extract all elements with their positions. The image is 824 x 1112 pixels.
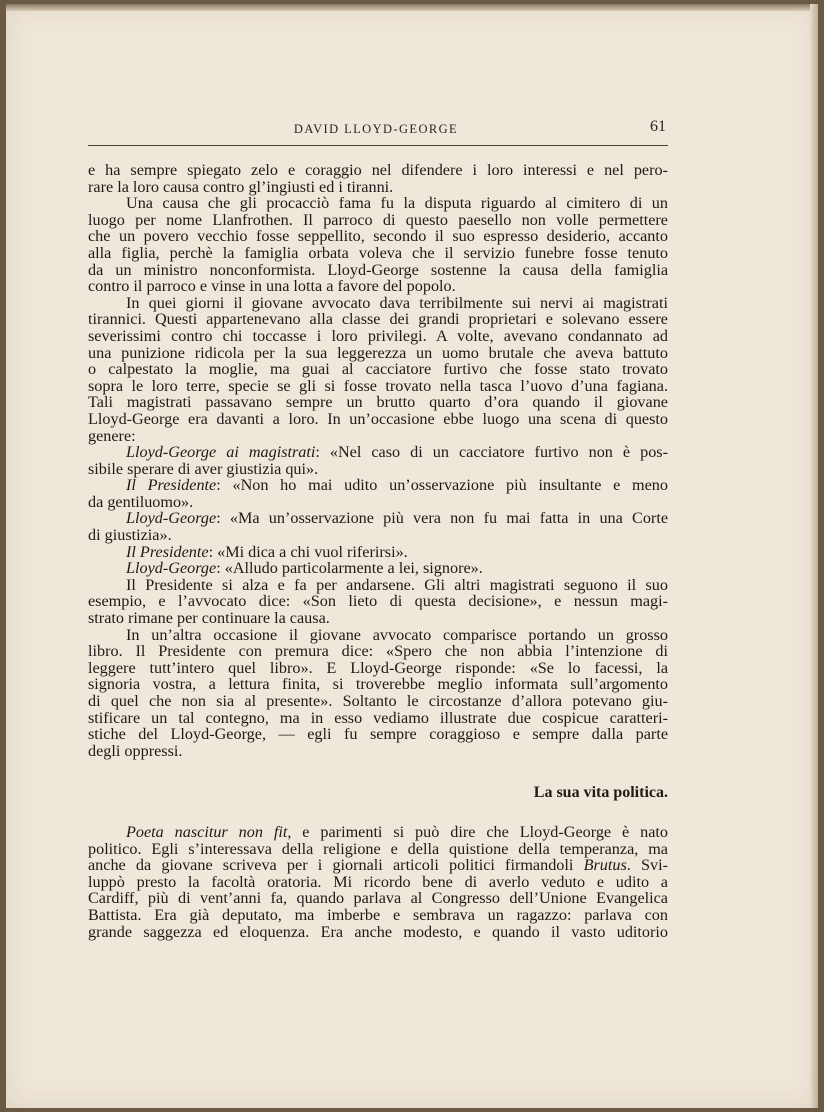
paragraph-line: da un ministro nonconformista. Lloyd-George sostenne la causa della famiglia xyxy=(88,260,668,279)
dialogue-speaker: Lloyd-George ai magistrati xyxy=(126,443,316,462)
paragraph-line: una punizione ridicola per la sua leggerezza un uomo brutale che aveva battuto xyxy=(88,343,668,362)
dialogue-line: sibile sperare di aver giustizia qui». xyxy=(88,459,319,478)
paragraph-line: tirannici. Questi appartenevano alla classe dei grandi proprietari e solevano essere xyxy=(88,310,668,329)
paragraph-line: In quei giorni il giovane avvocato dava terribilmente sui nervi ai magistrati xyxy=(126,293,668,312)
paragraph-line: stificare un tal contegno, ma in esso vediamo illustrate due cospicue caratteri- xyxy=(88,708,668,727)
paragraph-line: o calpestato la moglie, ma guai al cacciatore furtivo che fosse stato trovato xyxy=(88,360,668,379)
paragraph-line: stiche del Lloyd-George, — egli fu sempre coraggioso e sempre dalla parte xyxy=(88,725,668,744)
paragraph-line xyxy=(88,857,668,874)
paragraph-line: degli oppressi. xyxy=(88,741,183,760)
paragraph-line: Battista. Era già deputato, ma imberbe e sembrava un ragazzo: parlava con xyxy=(88,905,668,924)
body-text xyxy=(88,162,668,940)
paragraph-line: libro. Il Presidente con premura dice: «Spero che non abbia l’intenzione di xyxy=(88,642,668,661)
dialogue-text: : «Mi dica a chi vuol riferirsi». xyxy=(208,542,408,561)
dialogue-line xyxy=(88,444,668,461)
paragraph-line: Lloyd-George era davanti a loro. In un’occasione ebbe luogo una scena di questo xyxy=(88,409,668,428)
paragraph-line: che un povero vecchio fosse seppellito, secondo il suo espresso desiderio, accanto xyxy=(88,227,668,246)
latin-phrase: Poeta nascitur non fit xyxy=(126,822,288,841)
page-top-edge xyxy=(6,4,818,11)
dialogue-line xyxy=(88,544,668,561)
paragraph-line: alla figlia, perchè la famiglia orbata voleva che il servizio funebre fosse tenuto xyxy=(88,243,668,262)
dialogue-text: : «Alludo particolarmente a lei, signore». xyxy=(216,559,483,578)
dialogue-line xyxy=(88,510,668,527)
dialogue-speaker: Lloyd-George xyxy=(126,559,217,578)
paragraph-line: rare la loro causa contro gl’ingiusti ed i tiranni. xyxy=(88,177,394,196)
paragraph-text: anche da giovane scriveva per i giornali articoli politici firmandoli xyxy=(88,856,584,875)
dialogue-text: : «Non ho mai udito un’osservazione più insultante e meno xyxy=(216,476,668,495)
running-head: DAVID LLOYD-GEORGE xyxy=(293,122,459,136)
dialogue-speaker: Il Presidente xyxy=(126,476,217,495)
dialogue-text: : «Nel caso di un cacciatore furtivo non è pos- xyxy=(315,443,668,462)
page-right-edge xyxy=(810,4,818,1108)
paragraph-line: genere: xyxy=(88,426,136,445)
page-header xyxy=(84,118,668,144)
paragraph-line: Il Presidente si alza e fa per andarsene. Gli altri magistrati seguono il suo xyxy=(126,575,668,594)
paragraph-line xyxy=(88,824,668,841)
paragraph-line: strato rimane per continuare la causa. xyxy=(88,609,330,628)
paragraph-line: contro il parroco e vinse in una lotta a favore del popolo. xyxy=(88,277,456,296)
dialogue-line: da gentiluomo». xyxy=(88,492,194,511)
paragraph-line: sopra le loro terre, specie se gli si fosse trovato nella tasca l’uovo d’una fagiana. xyxy=(88,376,668,395)
paragraph-line: e ha sempre spiegato zelo e coraggio nel difendere i loro interessi e nel pero- xyxy=(88,161,668,179)
header-rule xyxy=(88,145,668,146)
dialogue-text: : «Ma un’osservazione più vera non fu mai fatta in una Corte xyxy=(216,509,668,528)
page-number: 61 xyxy=(650,118,666,135)
dialogue-speaker: Lloyd-George xyxy=(126,509,217,528)
paragraph-line: In un’altra occasione il giovane avvocato comparisce portando un grosso xyxy=(126,625,668,644)
paragraph-line: leggere tutt’intero quel libro». E Lloyd-George risponde: «Se lo facessi, la xyxy=(88,658,668,677)
paragraph-line: luppò presto la facoltà oratoria. Mi ricordo bene di averlo veduto e udito a xyxy=(88,872,668,891)
paragraph-line: luogo per nome Llanfrothen. Il parroco di questo paesello non volle permettere xyxy=(88,210,668,229)
pen-name: Brutus xyxy=(583,856,627,875)
dialogue-line xyxy=(88,477,668,494)
paragraph-line: Tali magistrati passavano sempre un brutto quarto d’ora quando il giovane xyxy=(88,393,668,412)
paragraph-line: grande saggezza ed eloquenza. Era anche modesto, e quando il vasto uditorio xyxy=(88,922,668,941)
paragraph-line: esempio, e l’avvocato dice: «Son lieto di questa decisione», e nessun magi- xyxy=(88,592,668,611)
section-heading: La sua vita politica. xyxy=(533,784,668,802)
dialogue-line: di giustizia». xyxy=(88,526,172,545)
paragraph-line: di quel che non sia al presente». Soltanto le circostanze d’allora potevano giu- xyxy=(88,692,668,710)
paragraph-text: , e parimenti si può dire che Lloyd-George è nato xyxy=(287,822,668,841)
paragraph-line: Cardiff, più di vent’anni fa, quando parlava al Congresso dell’Unione Evangelica xyxy=(88,889,668,908)
paragraph-text: . Svi- xyxy=(626,856,668,875)
dialogue-line xyxy=(88,560,668,577)
paragraph-line: signoria vostra, a lettura finita, si troverebbe meglio informata sull’argomento xyxy=(88,675,668,694)
paragraph-line: Una causa che gli procacciò fama fu la disputa riguardo al cimitero di un xyxy=(126,194,668,213)
paragraph-line: politico. Egli s’interessava della religione e della quistione della temperanza, ma xyxy=(88,839,668,858)
paragraph-line: severissimi contro chi toccasse i loro privilegi. A volte, avevano condannato ad xyxy=(88,326,668,345)
dialogue-speaker: Il Presidente xyxy=(126,542,209,561)
